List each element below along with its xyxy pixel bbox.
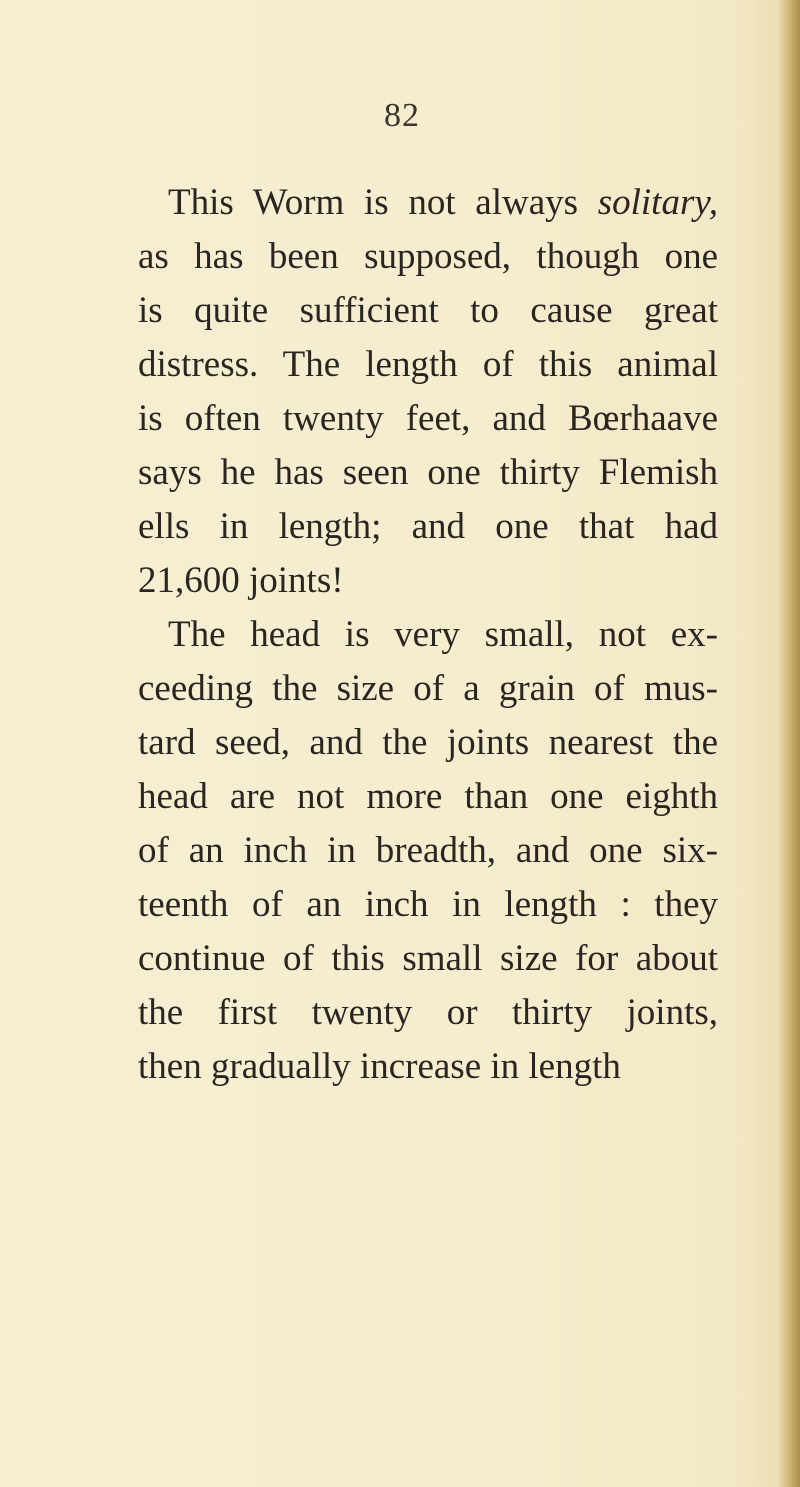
paragraph-2-line-3: tard seed, and the joints nearest the <box>138 722 718 763</box>
paragraph-1-line-2: as has been supposed, though one <box>138 236 718 277</box>
paragraph-1-line-7: ells in length; and one that had <box>138 506 718 547</box>
paragraph-1-line-8: 21,600 joints! <box>138 560 344 601</box>
paragraph-2-line-7: continue of this small size for about <box>138 938 718 979</box>
line-1-roman: This Worm is not always <box>168 182 598 223</box>
paragraph-2-line-1: The head is very small, not ex- <box>168 614 718 655</box>
paragraph-2-line-4: head are not more than one eighth <box>138 776 718 817</box>
page-edge-shadow <box>778 0 800 1487</box>
line-1-italic: solitary, <box>597 182 718 223</box>
page-number: 82 <box>384 97 420 134</box>
paragraph-1-line-4: distress. The length of this animal <box>138 344 718 385</box>
paragraph-2-line-8: the first twenty or thirty joints, <box>138 992 718 1033</box>
paragraph-1-line-1 <box>138 176 718 230</box>
paragraph-2-line-2: ceeding the size of a grain of mus- <box>138 668 718 709</box>
body-text <box>138 176 718 1094</box>
paragraph-2-line-5: of an inch in breadth, and one six- <box>138 830 718 871</box>
paragraph-2-line-9: then gradually increase in length <box>138 1046 621 1087</box>
paragraph-1-line-5: is often twenty feet, and Bœrhaave <box>138 398 718 439</box>
paragraph-1-line-6: says he has seen one thirty Flemish <box>138 452 718 493</box>
paragraph-1-line-3: is quite sufficient to cause great <box>138 290 718 331</box>
paragraph-2-line-6: teenth of an inch in length : they <box>138 884 718 925</box>
